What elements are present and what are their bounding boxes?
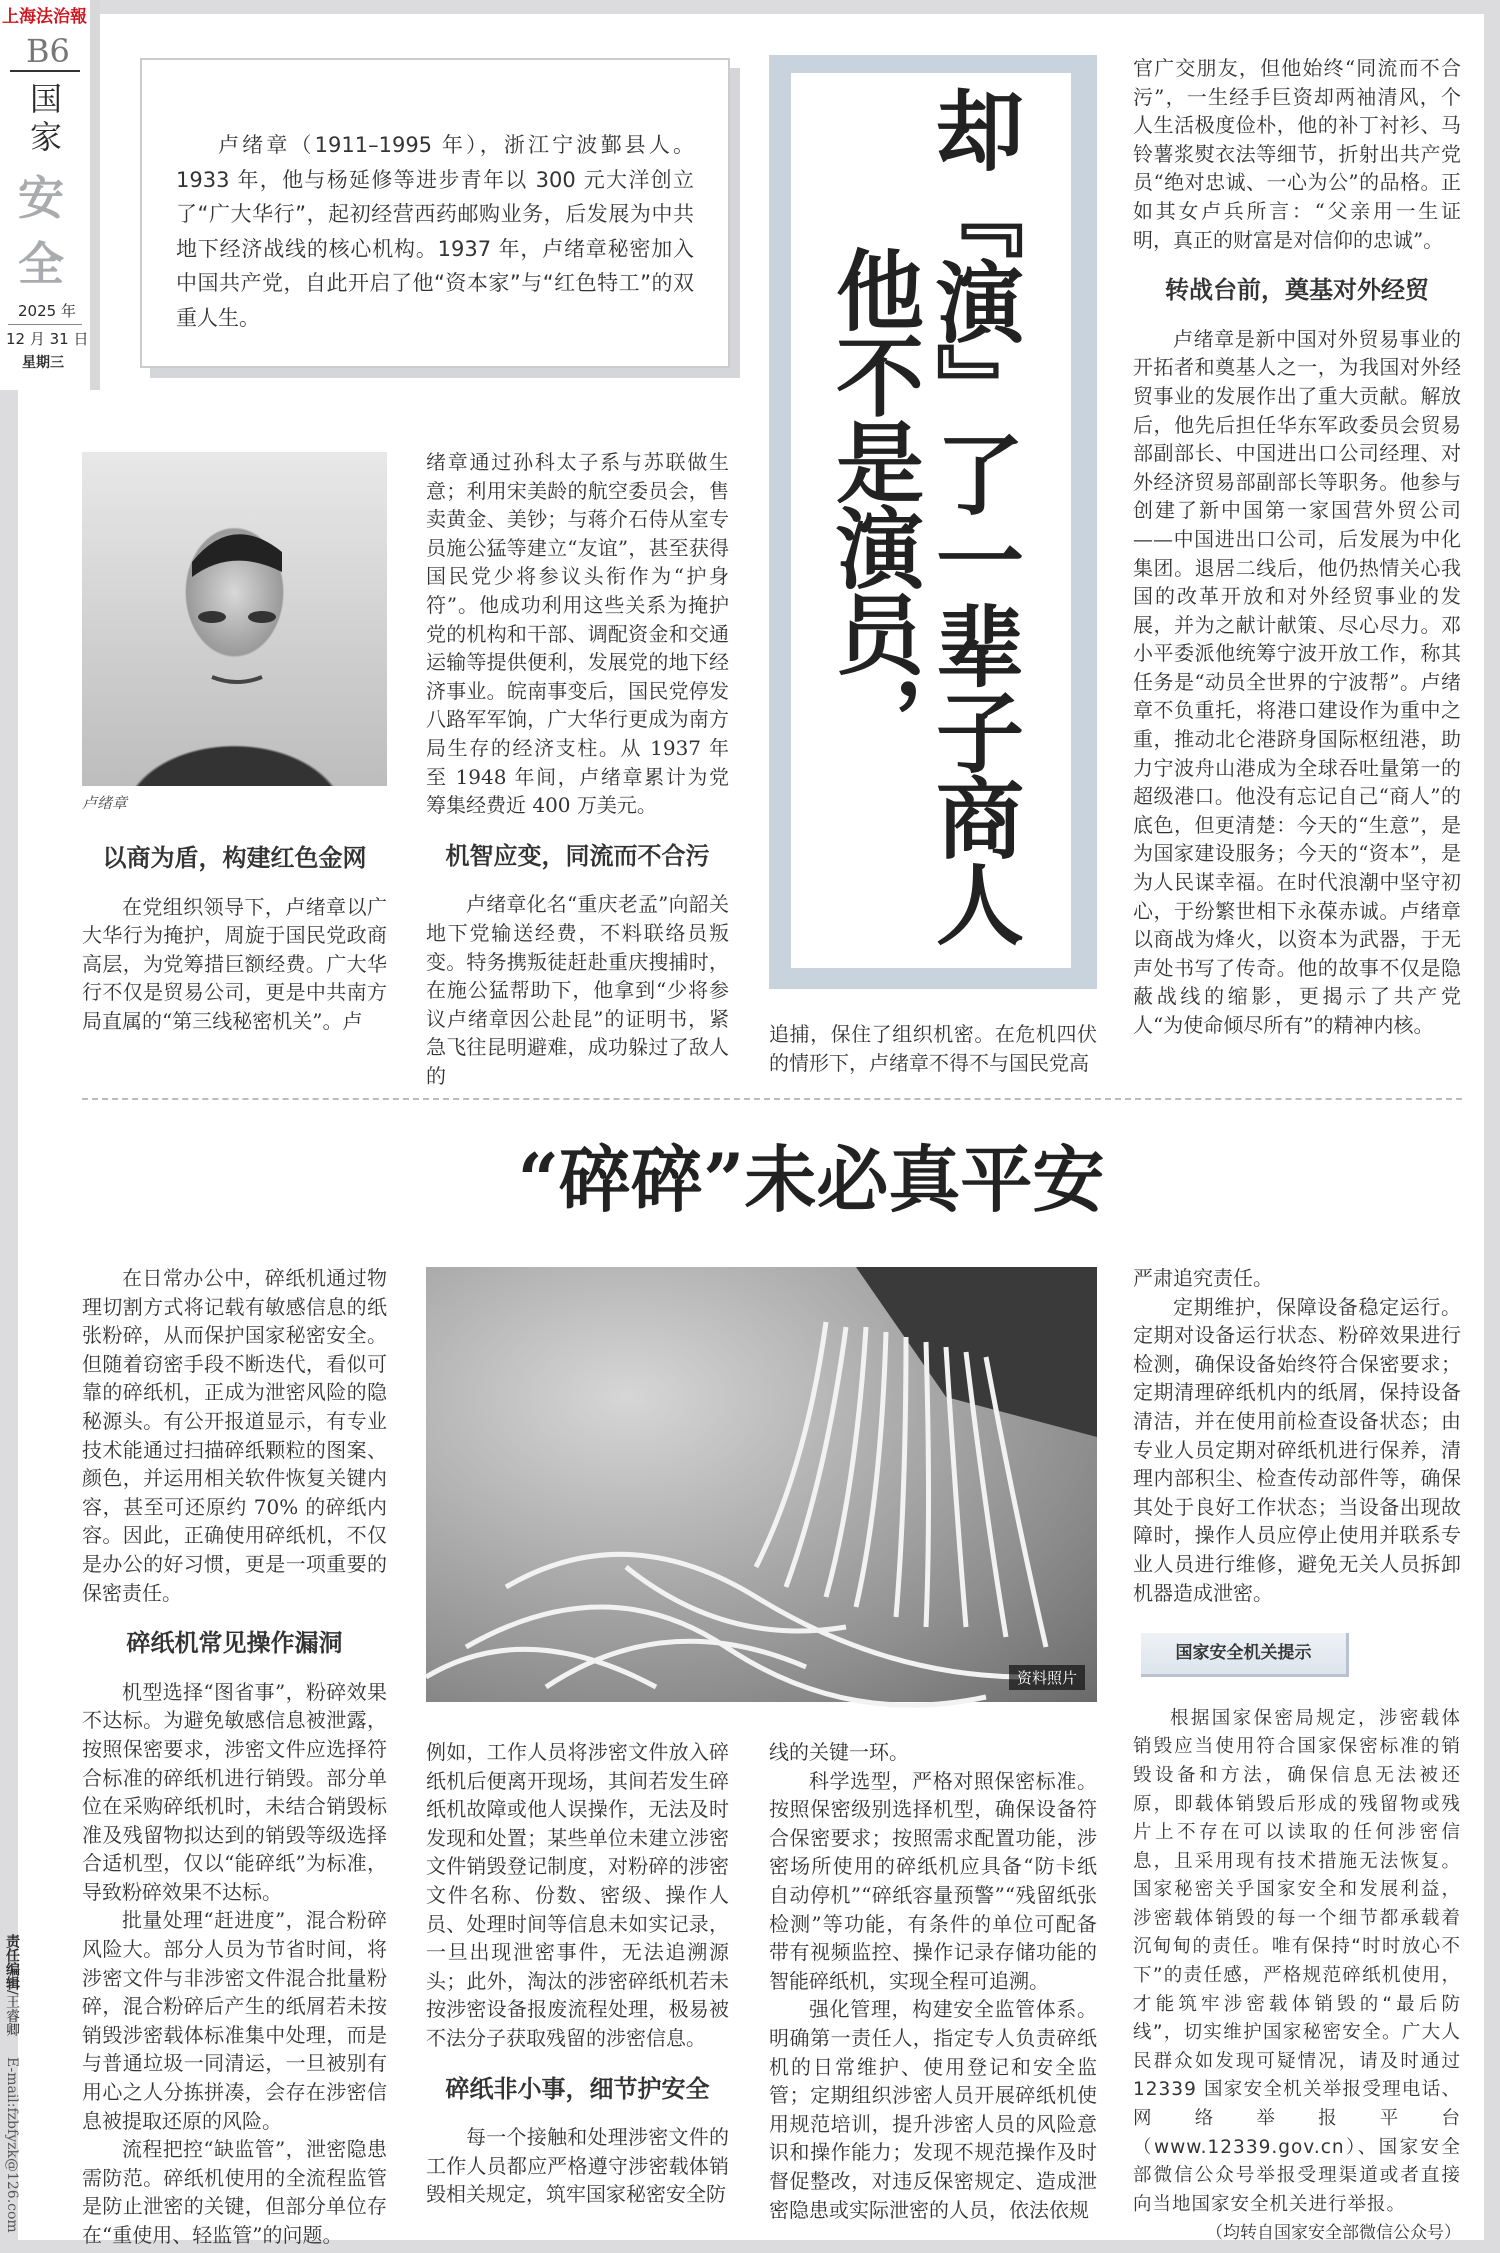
paragraph: 在日常办公中，碎纸机通过物理切割方式将记载有敏感信息的纸张粉碎，从而保护国家秘密安全。但随着窃密手段不断迭代，看似可靠的碎纸机，正成为泄密风险的隐秘源头。有公开报道显示，有专业技术能通过扫描碎纸颗粒的图案、颜色，并运用相关软件恢复关键内容，甚至可还原约 70% 的碎纸内容。因此，正确使用碎纸机，不仅是办公的好习惯，更是一项重要的保密责任。 <box>82 1266 387 1605</box>
article1-col4 <box>1133 54 1461 1094</box>
article2-col3 <box>769 1738 1097 2238</box>
paragraph: 线的关键一环。 <box>769 1740 909 1764</box>
section-heading: 碎纸机常见操作漏洞 <box>126 1629 343 1658</box>
image-label: 资料照片 <box>1009 1665 1085 1690</box>
section-heading: 转战台前，奠基对外经贸 <box>1165 276 1429 305</box>
shredder-illustration <box>426 1267 1097 1702</box>
masthead-strip <box>0 0 100 390</box>
article2-col4 <box>1133 1264 1461 2244</box>
date: 12 月 31 日 <box>6 330 89 348</box>
paragraph: 机型选择“图省事”，粉碎效果不达标。为避免敏感信息被泄露，按照保密要求，涉密文件应选择符合标准的碎纸机进行销毁。部分单位在采购碎纸机时，未结合销毁标准及残留物拟达到的销毁等级选择合适机型，仅以“能碎纸”为标准，导致粉碎效果不达标。 <box>82 1679 387 1904</box>
photo-caption: 卢绪章 <box>82 794 128 812</box>
editor-label: 责任编辑 <box>4 1934 20 1990</box>
headline-left: 他不是演员， <box>822 245 926 761</box>
weekday: 星期三 <box>22 355 64 371</box>
paragraph: 科学选型，严格对照保密标准。按照保密级别选择机型，确保设备符合保密要求；按照需求配置功能，涉密场所使用的碎纸机应具备“防卡纸自动停机”“碎纸容量预警”“残留纸张检测”等功能，有条件的单位可配备带有视频监控、操作记录存储功能的智能碎纸机，实现全程可追溯。 <box>769 1768 1097 1993</box>
paragraph: 官广交朋友，但他始终“同流而不合污”，一生经手巨资却两袖清风，个人生活极度俭朴，他的补丁衬衫、马铃薯浆熨衣法等细节，折射出共产党员“绝对忠诚、一心为公”的品格。正如其女卢兵所言：“父亲用一生证明，真正的财富是对信仰的忠诚”。 <box>1133 56 1461 252</box>
source-note: （均转自国家安全部微信公众号） <box>1206 2223 1461 2244</box>
article1-col2 <box>426 448 729 1094</box>
divider <box>8 324 82 325</box>
paragraph: 定期维护，保障设备稳定运行。定期对设备运行状态、粉碎效果进行检测，确保设备始终符合保密要求；定期清理碎纸机内的纸屑，保持设备清洁，并在使用前检查设备状态；由专业人员定期对碎纸机进行保养，清理内部积尘、检查传动部件等，确保其处于良好工作状态；当设备出现故障时，操作人员应停止使用并联系专业人员进行维修，避免无关人员拆卸机器造成泄密。 <box>1133 1294 1461 1605</box>
headline-right: 却『演』了一辈子商人 <box>922 85 1026 945</box>
dashed-divider <box>82 1098 1462 1100</box>
editor-credit <box>0 1934 22 2233</box>
portrait-photo <box>82 452 387 786</box>
intro-text: 卢绪章（1911–1995 年），浙江宁波鄞县人。1933 年，他与杨延修等进步青年以 300 元大洋创立了“广大华行”，起初经营西药邮购业务，后发展为中共地下经济战线的核心机构。1937 年，卢绪章秘密加入中国共产党，自此开启了他“资本家”与“红色特工”的双重人生。 <box>176 133 694 330</box>
newspaper-page <box>2 7 1484 2247</box>
title-box <box>769 55 1097 989</box>
section-title-a: 国家 <box>30 80 63 156</box>
paragraph: 严肃追究责任。 <box>1133 1266 1273 1290</box>
shredder-photo <box>426 1267 1097 1702</box>
section-heading: 机智应变，同流而不合污 <box>445 841 710 870</box>
tip-title: 国家安全机关提示 <box>1141 1633 1349 1677</box>
paragraph: 绪章通过孙科太子系与苏联做生意；利用宋美龄的航空委员会，售卖黄金、美钞；与蒋介石侍从室专员施公猛等建立“友谊”，甚至获得国民党少将参议头衔作为“护身符”。他成功利用这些关系为掩护党的机构和干部、调配资金和交通运输等提供便利，发展党的地下经济事业。皖南事变后，国民党停发八路军军饷，广大华行更成为南方局生存的经济支柱。从 1937 年至 1948 年间，卢绪章累计为党筹集经费近 400 万美元。 <box>426 450 729 818</box>
section-title-b: 安全 <box>18 171 64 291</box>
paragraph: 在党组织领导下，卢绪章以广大华行为掩护，周旋于国民党政商高层，为党筹措巨额经费。广大华行不仅是贸易公司，更是中共南方局直属的“第三线秘密机关”。卢 <box>82 894 387 1033</box>
paragraph: 批量处理“赶进度”，混合粉碎风险大。部分人员为节省时间，将涉密文件与非涉密文件混合批量粉碎，混合粉碎后产生的纸屑若未按销毁涉密载体标准集中处理，而是与普通垃圾一同清运，一旦被别有用心之人分拣拼凑，会存在涉密信息被提取还原的风险。 <box>82 1908 387 2133</box>
article2-headline: “碎碎”未必真平安 <box>517 1137 1105 1222</box>
paragraph: 例如，工作人员将涉密文件放入碎纸机后便离开现场，其间若发生碎纸机故障或他人误操作，无法及时发现和处置；某些单位未建立涉密文件销毁登记制度，对粉碎的涉密文件名称、份数、密级、操作人员、处理时间等信息未如实记录，一旦出现泄密事件，无法追溯源头；此外，淘汰的涉密碎纸机若未按涉密设备报废流程处理，极易被不法分子获取残留的涉密信息。 <box>426 1740 729 2050</box>
divider <box>10 70 80 72</box>
section-heading: 碎纸非小事，细节护安全 <box>445 2074 710 2103</box>
section-heading: 以商为盾，构建红色金网 <box>102 844 367 872</box>
page-number: B6 <box>26 32 70 70</box>
paragraph: 卢绪章化名“重庆老孟”向韶关地下党输送经费，不料联络员叛变。特务携叛徒赶赴重庆搜捕时，在施公猛帮助下，他拿到“少将参议卢绪章因公赴昆”的证明书，紧急飞往昆明避难，成功躲过了敌人的 <box>426 892 729 1088</box>
editor-email: E-mail:fzbfyzk@126.com <box>4 2057 20 2233</box>
article1-col1 <box>82 844 387 1094</box>
portrait-figure <box>82 452 387 786</box>
tip-text: 根据国家保密局规定，涉密载体销毁应当使用符合国家保密标准的销毁设备和方法，确保信息无法被还原，即载体销毁后形成的残留物或残片上不存在可以读取的任何涉密信息，且采用现有技术措施无法恢复。国家秘密关乎国家安全和发展利益，涉密载体销毁的每一个细节都承载着沉甸甸的责任。唯有保持“时时放心不下”的责任感，严格规范碎纸机使用，才能筑牢涉密载体销毁的“最后防线”，切实维护国家秘密安全。广大人民群众如发现可疑情况，请及时通过 12339 国家安全机关举报受理电话、网络举报平台（www.12339.gov.cn）、国家安全部微信公众号举报受理渠道或者直接向当地国家安全机关进行举报。 <box>1133 1707 1461 2215</box>
editor-name: /王睿卿 <box>4 1990 20 2037</box>
article2-col1 <box>82 1264 387 2247</box>
year: 2025 年 <box>18 302 76 320</box>
paragraph: 流程把控“缺监管”，泄密隐患需防范。碎纸机使用的全流程监管是防止泄密的关键，但部分单位存在“重使用、轻监管”的问题。 <box>82 2137 387 2247</box>
paragraph: 强化管理，构建安全监管体系。明确第一责任人，指定专人负责碎纸机的日常维护、使用登记和安全监管；定期组织涉密人员开展碎纸机使用规范培训，提升涉密人员的风险意识和操作能力；发现不规范操作及时督促整改，对违反保密规定、造成泄密隐患或实际泄密的人员，依法依规 <box>769 1997 1097 2222</box>
paper-logo: 上海法治報 <box>2 7 87 27</box>
paragraph: 卢绪章是新中国对外贸易事业的开拓者和奠基人之一，为我国对外经贸事业的发展作出了重大贡献。解放后，他先后担任华东军政委员会贸易部副部长、中国进出口公司经理、对外经济贸易部副部长等职务。他参与创建了新中国第一家国营外贸公司——中国进出口公司，后发展为中化集团。退居二线后，他仍热情关心我国的改革开放和对外经贸事业的发展，并为之献计献策、尽心尽力。邓小平委派他统筹宁波开放工作，称其任务是“动员全世界的宁波帮”。卢绪章不负重托，将港口建设作为重中之重，推动北仑港跻身国际枢纽港，助力宁波舟山港成为全球吞吐量第一的超级港口。他没有忘记自己“商人”的底色，但更清楚：今天的“生意”，是为国家建设服务；今天的“资本”，是为人民谋幸福。在时代浪潮中坚守初心，于纷繁世相下永葆赤诚。卢绪章以商战为烽火，以资本为武器，于无声处书写了传奇。他的故事不仅是隐蔽战线的缩影，更揭示了共产党人“为使命倾尽所有”的精神内核。 <box>1133 326 1461 1037</box>
article2-col2 <box>426 1738 729 2238</box>
article1-col3 <box>769 1020 1097 1080</box>
paragraph: 追捕，保住了组织机密。在危机四伏的情形下，卢绪章不得不与国民党高 <box>769 1022 1097 1075</box>
intro-box <box>140 58 730 368</box>
paragraph: 每一个接触和处理涉密文件的工作人员都应严格遵守涉密载体销毁相关规定，筑牢国家秘密安全防 <box>426 2125 729 2207</box>
